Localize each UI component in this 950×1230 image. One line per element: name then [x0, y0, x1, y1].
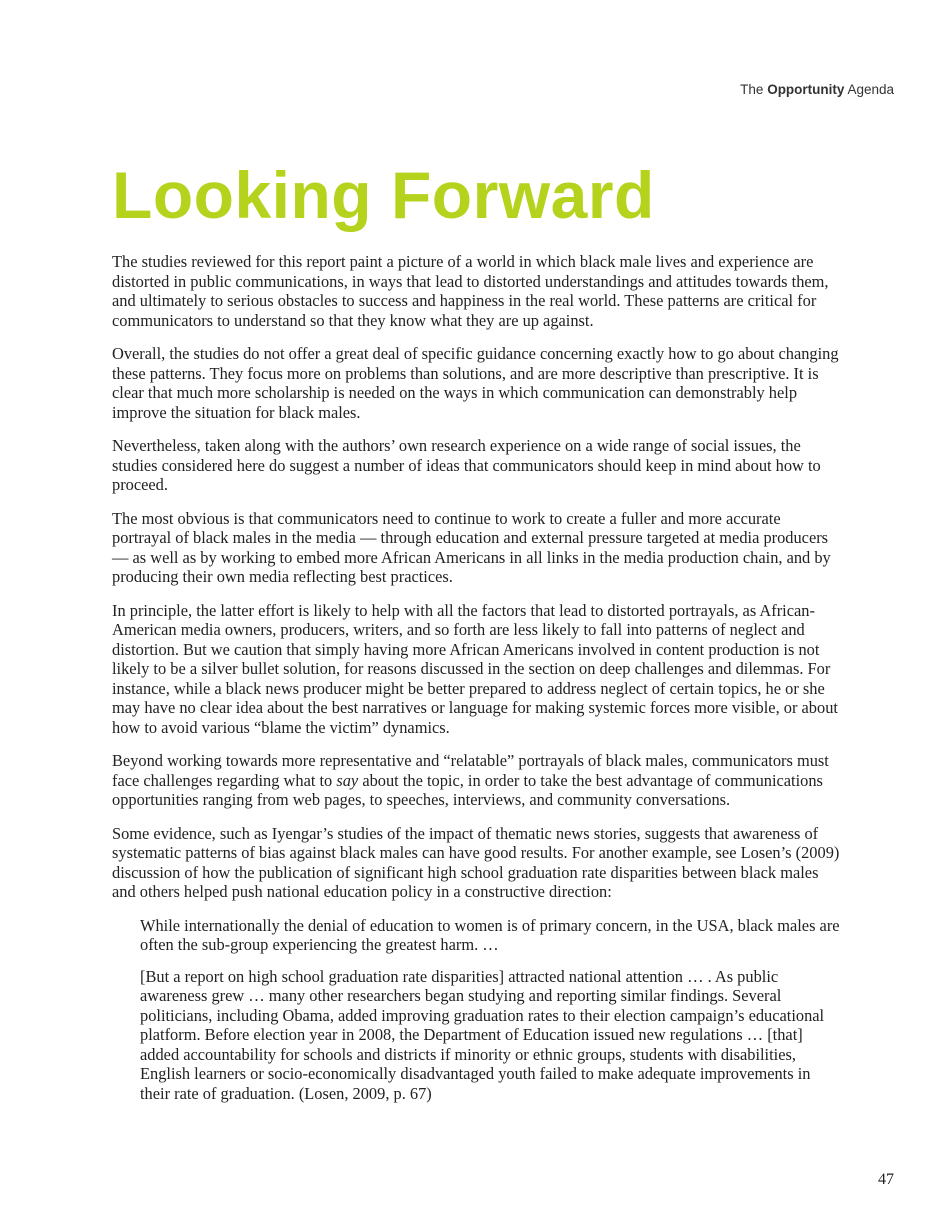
- paragraph-3: Nevertheless, taken along with the authors’ own research experience on a wide range of social issues, the studies considered here do suggest a number of ideas that communicators should keep in mind about how to proceed.: [112, 436, 821, 494]
- paragraph-4: The most obvious is that communicators need to continue to work to create a fuller and more accurate portrayal of black males in the media — through education and external pressure targeted at media producers — as well as by working to embed more African Americans in all links in the media production chain, and by producing their own media reflecting best practices.: [112, 508, 831, 586]
- header-brand: Opportunity: [767, 82, 845, 97]
- running-header: [740, 82, 894, 97]
- paragraph-6-after: about the topic, in order to take the best advantage of communications opportunities ranging from web pages, to speeches, interviews, and community conversations.: [112, 770, 823, 809]
- page-title: Looking Forward: [112, 158, 655, 232]
- page-number: 47: [878, 1171, 894, 1188]
- paragraph-6-before: Beyond working towards more representative and “relatable” portrayals of black males, communicators must face challenges regarding what to: [112, 751, 829, 790]
- header-suffix: Agenda: [847, 82, 894, 97]
- paragraph-7: Some evidence, such as Iyengar’s studies of the impact of thematic news stories, suggests that awareness of systematic patterns of bias against black males can have good results. For another example, see Losen’s (2009) discussion of how the publication of significant high school graduation rate disparities between black males and others helped push national education policy in a constructive direction:: [112, 823, 840, 901]
- header-prefix: The: [740, 82, 764, 97]
- paragraph-1: The studies reviewed for this report paint a picture of a world in which black male lives and experience are distorted in public communications, in ways that lead to distorted understandings and attitudes towards them, and ultimately to serious obstacles to success and happiness in the real world. These patterns are critical for communicators to understand so that they know what they are up against.: [112, 252, 829, 330]
- block-quote-2: [But a report on high school graduation rate disparities] attracted national attention … . As public awareness grew … many other researchers began studying and reporting similar findings. Several politicians, including Obama, added improving graduation rates to their election campaign’s educational platform. Before election year in 2008, the Department of Education issued new regulations … [that] added accountability for schools and districts if minority or ethnic groups, students with disabilities, English learners or socio-economically disadvantaged youth failed to make adequate improvements in their rate of graduation. (Losen, 2009, p. 67): [140, 966, 825, 1103]
- paragraph-6-emphasis: say: [336, 770, 359, 790]
- body-text: [112, 252, 842, 1115]
- paragraph-5: In principle, the latter effort is likely to help with all the factors that lead to distorted portrayals, as African-American media owners, producers, writers, and so forth are less likely to fall into patterns of neglect and distortion. But we caution that simply having more African Americans involved in content production is not likely to be a silver bullet solution, for reasons discussed in the section on deep challenges and dilemmas. For instance, while a black news producer might be better prepared to address neglect of certain topics, he or she may have no clear idea about the best narratives or language for making systemic forces more visible, or about how to avoid various “blame the victim” dynamics.: [112, 600, 838, 737]
- block-quote-1: While internationally the denial of education to women is of primary concern, in the USA, black males are often the sub-group experiencing the greatest harm. …: [140, 915, 840, 954]
- paragraph-6: [112, 751, 842, 810]
- paragraph-2: Overall, the studies do not offer a great deal of specific guidance concerning exactly how to go about changing these patterns. They focus more on problems than solutions, and are more descriptive than prescriptive. It is clear that much more scholarship is needed on the ways in which communication can demonstrably help improve the situation for black males.: [112, 344, 839, 422]
